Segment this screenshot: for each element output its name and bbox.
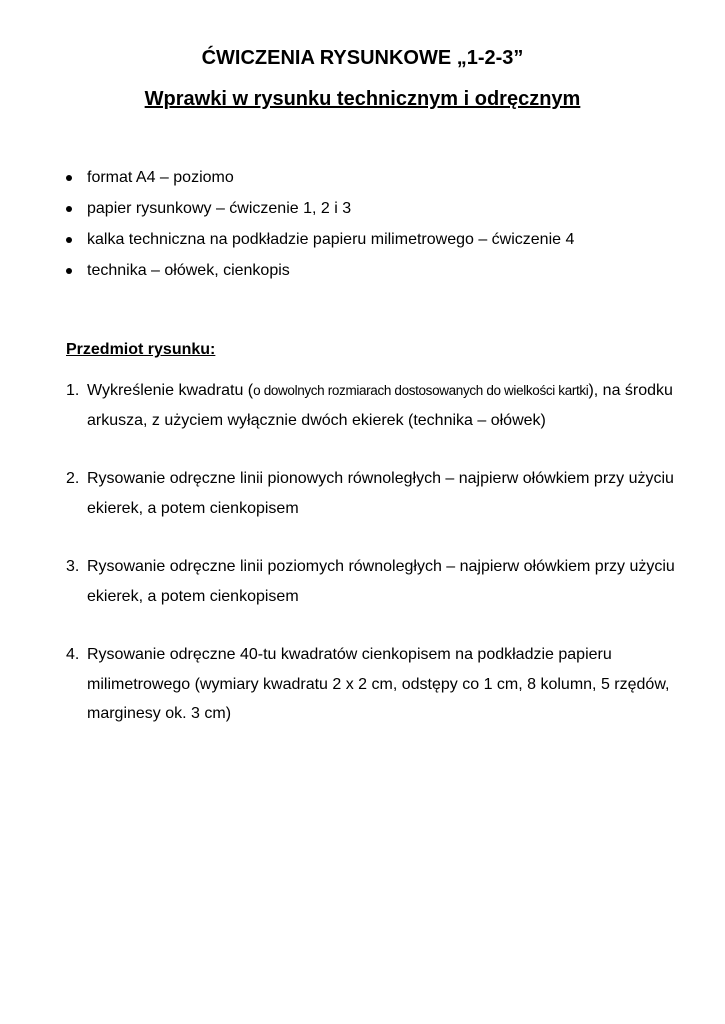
steps-list <box>66 376 676 758</box>
document-subtitle: Wprawki w rysunku technicznym i odręcznym <box>144 88 581 110</box>
document-title: ĆWICZENIA RYSUNKOWE „1-2-3” <box>201 47 524 69</box>
step-text-end: ), na środku arkusza, z użyciem wyłącznie dwóch ekierek (technika – ołówek) <box>87 382 673 429</box>
step-text: Rysowanie odręczne linii poziomych równoległych – najpierw ołówkiem przy użyciu ekierek, a potem cienkopisem <box>87 558 675 605</box>
requirement-item <box>64 193 574 224</box>
requirement-text: format A4 – poziomo <box>87 169 234 186</box>
requirement-text: technika – ołówek, cienkopis <box>87 262 290 279</box>
step-number: 1. <box>66 382 80 399</box>
subject-heading: Przedmiot rysunku: <box>66 341 216 358</box>
step-number: 4. <box>66 646 80 663</box>
requirement-text: papier rysunkowy – ćwiczenie 1, 2 i 3 <box>87 200 352 217</box>
requirement-item <box>64 162 574 193</box>
step-text-note: o dowolnych rozmiarach dostosowanych do wielkości kartki <box>253 383 589 398</box>
requirement-text: kalka techniczna na podkładzie papieru milimetrowego – ćwiczenie 4 <box>87 231 575 248</box>
bullet-icon <box>66 175 72 181</box>
bullet-icon <box>66 206 72 212</box>
requirement-item <box>64 255 574 286</box>
step-text-start: Wykreślenie kwadratu ( <box>87 382 254 399</box>
step-item <box>66 376 676 435</box>
requirements-list <box>64 162 574 286</box>
requirement-item <box>64 224 574 255</box>
step-text: Rysowanie odręczne 40-tu kwadratów cienkopisem na podkładzie papieru milimetrowego (wymiary kwadratu 2 x 2 cm, odstępy co 1 cm, 8 kolumn, 5 rzędów, marginesy ok. 3 cm) <box>87 646 670 722</box>
bullet-icon <box>66 268 72 274</box>
step-number: 3. <box>66 558 80 575</box>
step-item <box>66 640 676 729</box>
step-item <box>66 552 676 611</box>
step-number: 2. <box>66 470 80 487</box>
step-text: Rysowanie odręczne linii pionowych równoległych – najpierw ołówkiem przy użyciu ekierek, a potem cienkopisem <box>87 470 674 517</box>
bullet-icon <box>66 237 72 243</box>
step-item <box>66 464 676 523</box>
